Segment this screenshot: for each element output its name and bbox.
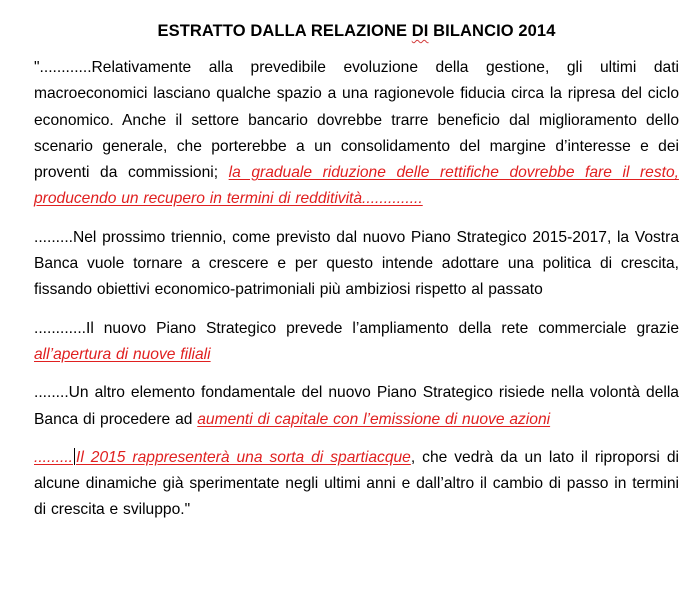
paragraph-strategic-plan-text: .........Nel prossimo triennio, come previsto dal nuovo Piano Strategico 2015-2017, la Vostra Banca vuole tornare a crescere e per questo intende adottare una politica di crescita, fissando obiettivi economico-patrimoniali più ambiziosi rispetto al passato: [34, 228, 679, 299]
paragraph-capital: [34, 380, 679, 433]
paragraph-outlook: [34, 55, 679, 213]
paragraph-capital-text: ........Un altro elemento fondamentale del nuovo Piano Strategico risiede nella volontà della Banca di procedere ad: [34, 384, 679, 428]
paragraph-network-text: ............Il nuovo Piano Strategico prevede l’ampliamento della rete commerciale grazie: [34, 319, 679, 337]
highlight-dots: .........: [34, 448, 73, 466]
paragraph-outlook-text: "............Relativamente alla prevedibile evoluzione della gestione, gli ultimi dati macroeconomici lasciano qualche spazio a una ragionevole fiducia circa la ripresa del ciclo economico. Anche il settore bancario dovrebbe trarre beneficio dal miglioramento dello scenario generale, che porterebbe a un consolidamento del margine d’interesse e dei proventi da commissioni;: [34, 59, 679, 182]
highlight-new-branches: all’apertura di nuove filiali: [34, 345, 211, 363]
title-part-1: ESTRATTO DALLA RELAZIONE: [157, 22, 412, 40]
text-cursor: [74, 448, 75, 465]
highlight-watershed: Il 2015 rappresenterà una sorta di spartiacque: [76, 448, 411, 466]
highlight-capital-increase: aumenti di capitale con l’emissione di nuove azioni: [197, 410, 551, 428]
paragraph-network: [34, 316, 679, 369]
paragraph-watershed: [34, 445, 679, 524]
document-title: [34, 22, 679, 41]
paragraph-watershed-text: , che vedrà da un lato il riproporsi di alcune dinamiche già sperimentate negli ultimi anni e dall’altro il cambio di passo in termini di crescita e sviluppo.": [34, 448, 679, 519]
paragraph-strategic-plan: [34, 225, 679, 304]
title-part-2-spellcheck: DI: [411, 22, 429, 40]
title-part-3: BILANCIO 2014: [428, 22, 556, 40]
highlight-profitability: la graduale riduzione delle rettifiche dovrebbe fare il resto, producendo un recupero in termini di redditività..............: [34, 164, 679, 208]
